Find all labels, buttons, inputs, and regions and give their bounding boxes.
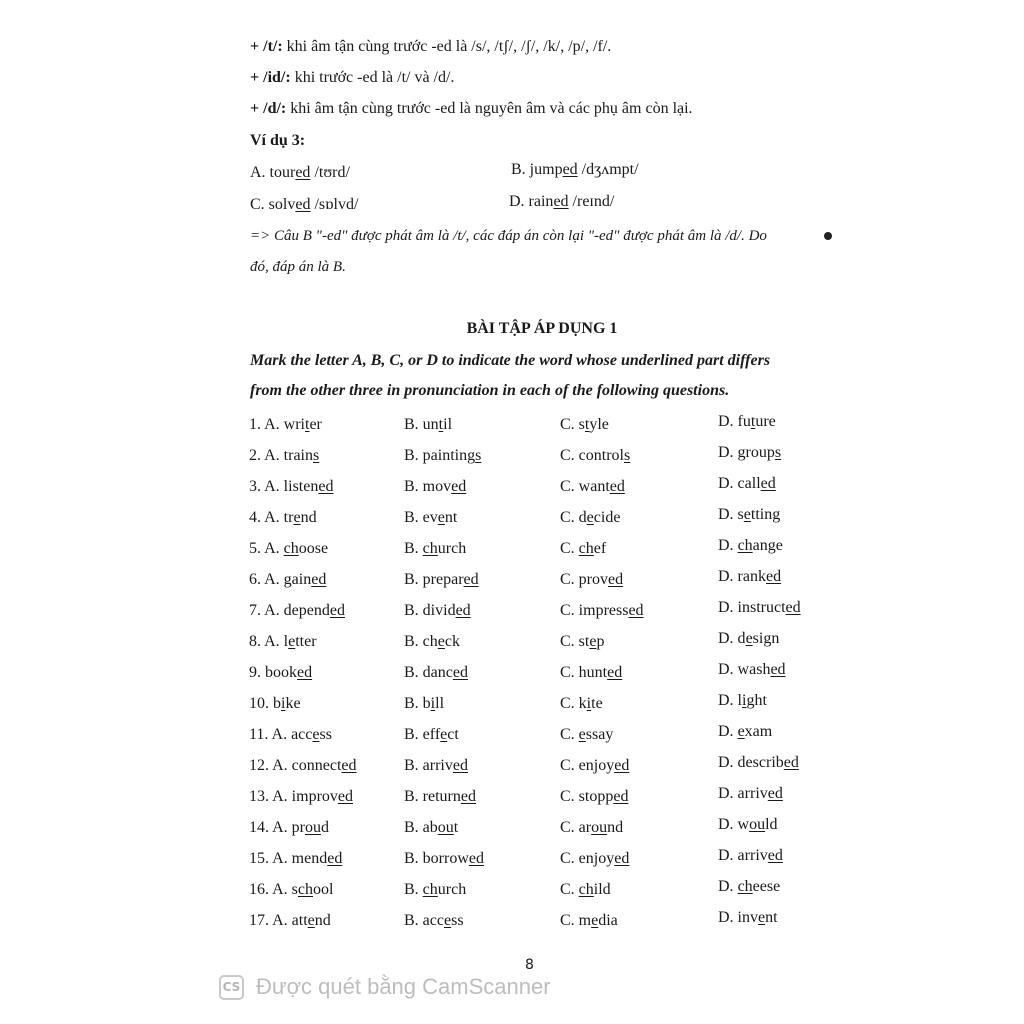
camscanner-logo-icon: CS (219, 975, 244, 1000)
question-14-option-c: C. around (560, 819, 624, 836)
question-12-option-a: 12. A. connected (249, 757, 357, 774)
question-4-option-b: B. event (404, 509, 458, 526)
question-11-option-d: D. exam (718, 723, 773, 740)
page-number: 8 (525, 957, 534, 973)
question-14-option-d: D. would (718, 816, 778, 833)
question-5-option-d: D. change (718, 537, 783, 554)
question-15-option-d: D. arrived (718, 847, 783, 864)
question-11-option-c: C. essay (560, 726, 614, 743)
example-option-c: C. solved /sɒlvd/ (250, 196, 359, 213)
question-7-option-a: 7. A. depended (249, 602, 345, 619)
question-6-option-d: D. ranked (718, 568, 782, 585)
question-14-option-a: 14. A. proud (249, 819, 329, 836)
question-16-option-a: 16. A. school (249, 881, 334, 898)
question-3-option-d: D. called (718, 475, 776, 492)
question-10-option-d: D. light (718, 692, 767, 709)
question-4-option-d: D. setting (718, 506, 781, 523)
question-7-option-b: B. divided (404, 602, 471, 619)
question-8-option-b: B. check (404, 633, 460, 650)
question-17-option-b: B. access (404, 912, 464, 929)
question-3-option-b: B. moved (404, 478, 467, 495)
example-answer-line-1: => Câu B "-ed" được phát âm là /t/, các đáp án còn lại "-ed" được phát âm là /d/. Do (250, 228, 767, 244)
example-heading: Ví dụ 3: (250, 132, 306, 149)
camscanner-watermark: Được quét bằng CamScanner (256, 974, 551, 999)
question-5-option-a: 5. A. choose (249, 540, 329, 557)
question-17-option-c: C. media (560, 912, 618, 929)
question-1-option-c: C. style (560, 416, 609, 433)
question-12-option-d: D. described (718, 754, 799, 771)
question-8-option-d: D. design (718, 630, 780, 647)
example-answer-line-2: đó, đáp án là B. (250, 259, 346, 275)
question-16-option-d: D. cheese (718, 878, 781, 895)
exercise-title: BÀI TẬP ÁP DỤNG 1 (466, 320, 618, 337)
question-8-option-a: 8. A. letter (249, 633, 317, 650)
example-option-a: A. toured /tʊrd/ (250, 164, 350, 181)
question-16-option-c: C. child (560, 881, 611, 898)
question-7-option-d: D. instructed (718, 599, 801, 616)
question-7-option-c: C. impressed (560, 602, 644, 619)
question-11-option-b: B. effect (404, 726, 459, 743)
question-1-option-b: B. until (404, 416, 453, 433)
question-15-option-b: B. borrowed (404, 850, 484, 867)
rule-id: + /id/: khi trước -ed là /t/ và /d/. (250, 69, 455, 86)
question-13-option-a: 13. A. improved (249, 788, 353, 805)
question-6-option-a: 6. A. gained (249, 571, 327, 588)
question-17-option-a: 17. A. attend (249, 912, 331, 929)
question-6-option-b: B. prepared (404, 571, 479, 588)
question-3-option-c: C. wanted (560, 478, 625, 495)
question-10-option-a: 10. bike (249, 695, 301, 712)
question-17-option-d: D. invent (718, 909, 778, 926)
question-1-option-d: D. future (718, 413, 776, 430)
question-2-option-c: C. controls (560, 447, 631, 464)
question-8-option-c: C. step (560, 633, 605, 650)
question-12-option-c: C. enjoyed (560, 757, 630, 774)
exercise-instruction-line-1: Mark the letter A, B, C, or D to indicate the word whose underlined part differs (250, 352, 771, 369)
exercise-instruction-line-2: from the other three in pronunciation in each of the following questions. (250, 382, 730, 399)
question-2-option-d: D. groups (718, 444, 782, 461)
question-15-option-c: C. enjoyed (560, 850, 630, 867)
question-9-option-b: B. danced (404, 664, 468, 681)
question-3-option-a: 3. A. listened (249, 478, 334, 495)
question-1-option-a: 1. A. writer (249, 416, 322, 433)
question-16-option-b: B. church (404, 881, 467, 898)
question-9-option-c: C. hunted (560, 664, 623, 681)
rule-t: + /t/: khi âm tận cùng trước -ed là /s/, /tʃ/, /ʃ/, /k/, /p/, /f/. (250, 38, 612, 55)
question-10-option-c: C. kite (560, 695, 603, 712)
question-4-option-c: C. decide (560, 509, 621, 526)
question-15-option-a: 15. A. mended (249, 850, 343, 867)
question-9-option-a: 9. booked (249, 664, 313, 681)
example-option-d: D. rained /reɪnd/ (509, 193, 615, 210)
question-5-option-b: B. church (404, 540, 467, 557)
scan-smudge (824, 232, 832, 240)
question-13-option-c: C. stopped (560, 788, 629, 805)
question-2-option-b: B. paintings (404, 447, 482, 464)
question-6-option-c: C. proved (560, 571, 624, 588)
question-4-option-a: 4. A. trend (249, 509, 317, 526)
example-option-b: B. jumped /dʒʌmpt/ (511, 161, 639, 178)
question-10-option-b: B. bill (404, 695, 445, 712)
question-14-option-b: B. about (404, 819, 459, 836)
question-12-option-b: B. arrived (404, 757, 468, 774)
question-13-option-b: B. returned (404, 788, 476, 805)
question-5-option-c: C. chef (560, 540, 607, 557)
rule-d: + /d/: khi âm tận cùng trước -ed là nguyên âm và các phụ âm còn lại. (250, 100, 693, 117)
question-11-option-a: 11. A. access (249, 726, 332, 743)
question-2-option-a: 2. A. trains (249, 447, 320, 464)
question-13-option-d: D. arrived (718, 785, 783, 802)
question-9-option-d: D. washed (718, 661, 786, 678)
